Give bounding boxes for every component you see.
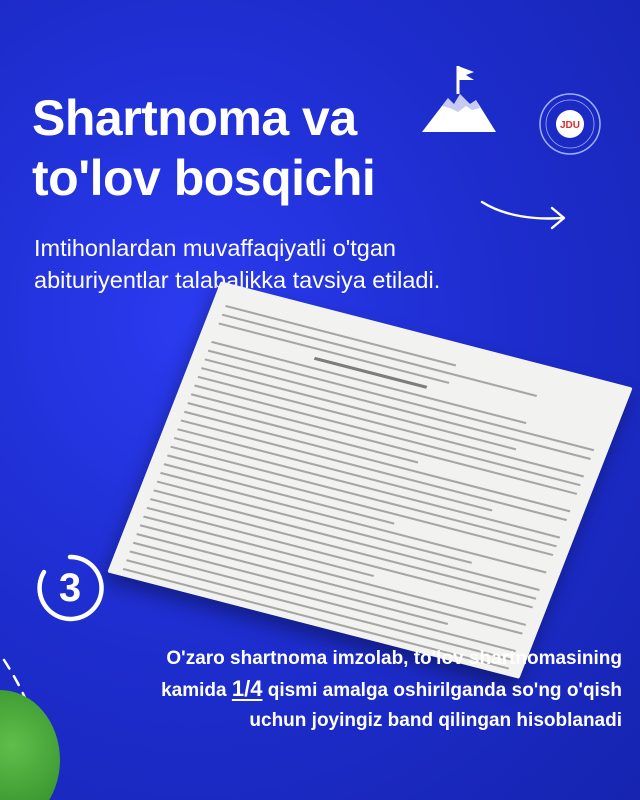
payment-fraction: 1/4 [231, 676, 263, 701]
contract-paper [107, 281, 632, 679]
description-line-1: O'zaro shartnoma imzolab, to'lov shartnomasining [166, 648, 622, 669]
description-line-2 [40, 674, 622, 706]
subtitle-line-2: abituriyentlar talabalikka tavsiya etiladi. [34, 267, 441, 293]
description-line-3: uchun joyingiz band qilingan hisoblanadi [249, 710, 622, 731]
description-line-2-start: kamida [161, 680, 232, 701]
mountain-flag-icon [418, 58, 500, 138]
description-line-2-end: qismi amalga oshirilganda so'ng o'qish [262, 680, 622, 701]
page-title [32, 88, 375, 208]
contract-document-illustration [110, 310, 640, 650]
step-description [40, 644, 622, 736]
title-line-2: to'lov bosqichi [32, 150, 376, 206]
title-line-1: Shartnoma va [32, 90, 357, 146]
university-logo [538, 92, 602, 156]
subtitle-line-1: Imtihonlardan muvaffaqiyatli o'tgan [34, 235, 396, 261]
step-number: 3 [58, 566, 82, 610]
page-subtitle [34, 232, 594, 296]
logo-abbr: JDU [559, 120, 581, 131]
